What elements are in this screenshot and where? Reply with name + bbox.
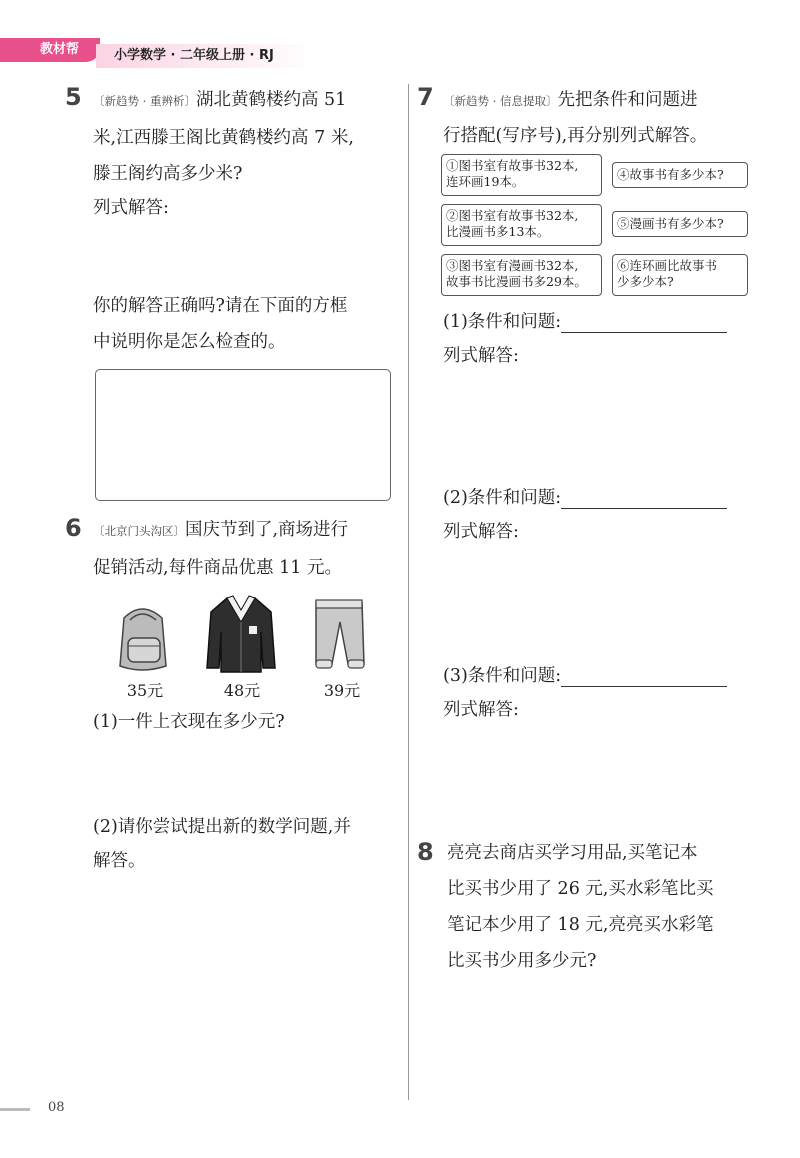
q5-answer-box[interactable] [95, 369, 391, 501]
q5-first-line [93, 81, 346, 119]
condition-3-line-1: ③图书室有漫画书32本, [446, 258, 579, 273]
brand-label: 教材帮 [0, 38, 100, 62]
q7-part3-label: (3)条件和问题: [443, 666, 562, 686]
q7-tag: 〔新趋势 · 信息提取〕 [443, 94, 558, 108]
q7-part1-answer: 列式解答: [443, 346, 519, 366]
q7-part1-label: (1)条件和问题: [443, 312, 562, 332]
q8-text-3: 比买书少用多少元? [447, 951, 597, 971]
q5-tag: 〔新趋势 · 重辨析〕 [93, 94, 196, 108]
q8-text-1: 比买书少用了 26 元,买水彩笔比买 [447, 879, 714, 899]
q7-text-1: 行搭配(写序号),再分别列式解答。 [443, 126, 708, 146]
question-6-line-2: 少多少本? [617, 274, 674, 289]
q7-part2-label: (2)条件和问题: [443, 488, 562, 508]
q5-check-text-0: 你的解答正确吗?请在下面的方框 [93, 296, 348, 316]
condition-1-line-2: 连环画19本。 [446, 174, 525, 189]
condition-box-3 [441, 254, 602, 296]
condition-3-line-2: 故事书比漫画书多29本。 [446, 274, 587, 289]
page-number: 08 [48, 1100, 65, 1115]
q6-sub1: (1)一件上衣现在多少元? [93, 712, 285, 732]
q6-sub2-0: (2)请你尝试提出新的数学问题,并 [93, 817, 351, 837]
q5-answer-label: 列式解答: [93, 198, 169, 218]
column-divider [408, 84, 409, 1100]
q7-part2-answer: 列式解答: [443, 522, 519, 542]
q6-text-1: 促销活动,每件商品优惠 11 元。 [93, 558, 342, 578]
q7-text-0: 先把条件和问题进 [557, 90, 698, 110]
book-subtitle: 小学数学 · 二年级上册 · RJ [96, 44, 328, 68]
question-4-line-1: ④故事书有多少本? [617, 167, 724, 182]
q5-text-1: 米,江西滕王阁比黄鹤楼约高 7 米, [93, 128, 354, 148]
question-6-line-1: ⑥连环画比故事书 [617, 258, 718, 273]
q7-part2-blank[interactable] [561, 488, 727, 509]
q7-part1 [443, 303, 727, 341]
price-pants: 39元 [323, 681, 361, 700]
condition-box-2 [441, 204, 602, 246]
question-box-6 [612, 254, 748, 296]
question-5-line-1: ⑤漫画书有多少本? [617, 216, 724, 231]
q6-number: 6 [65, 514, 82, 542]
footer-bar [0, 1108, 30, 1111]
q7-first-line [443, 81, 697, 119]
q5-text-0: 湖北黄鹤楼约高 51 [195, 90, 347, 110]
price-jacket: 48元 [223, 681, 261, 700]
condition-2-line-1: ②图书室有故事书32本, [446, 208, 579, 223]
q6-tag: 〔北京门头沟区〕 [93, 524, 185, 538]
condition-box-1 [441, 154, 602, 196]
backpack-icon [112, 600, 174, 675]
pants-icon [308, 596, 370, 674]
jacket-icon [205, 592, 277, 677]
question-box-4 [612, 162, 748, 188]
q8-text-0: 亮亮去商店买学习用品,买笔记本 [447, 843, 698, 863]
question-box-5 [612, 211, 748, 237]
q5-check-text-1: 中说明你是怎么检查的。 [93, 332, 286, 352]
q6-first-line [93, 511, 348, 549]
q7-part1-blank[interactable] [561, 312, 727, 333]
q6-text-0: 国庆节到了,商场进行 [185, 520, 349, 540]
q7-part3-blank[interactable] [561, 666, 727, 687]
price-backpack: 35元 [126, 681, 164, 700]
q7-part2 [443, 479, 727, 517]
q8-text-2: 笔记本少用了 18 元,亮亮买水彩笔 [447, 915, 714, 935]
q8-number: 8 [417, 838, 434, 866]
condition-1-line-1: ①图书室有故事书32本, [446, 158, 579, 173]
q7-part3 [443, 657, 727, 695]
condition-2-line-2: 比漫画书多13本。 [446, 224, 550, 239]
q7-part3-answer: 列式解答: [443, 700, 519, 720]
q5-text-2: 滕王阁约高多少米? [93, 164, 243, 184]
q5-number: 5 [65, 83, 82, 111]
q6-sub2-1: 解答。 [93, 851, 146, 871]
q7-number: 7 [417, 83, 434, 111]
